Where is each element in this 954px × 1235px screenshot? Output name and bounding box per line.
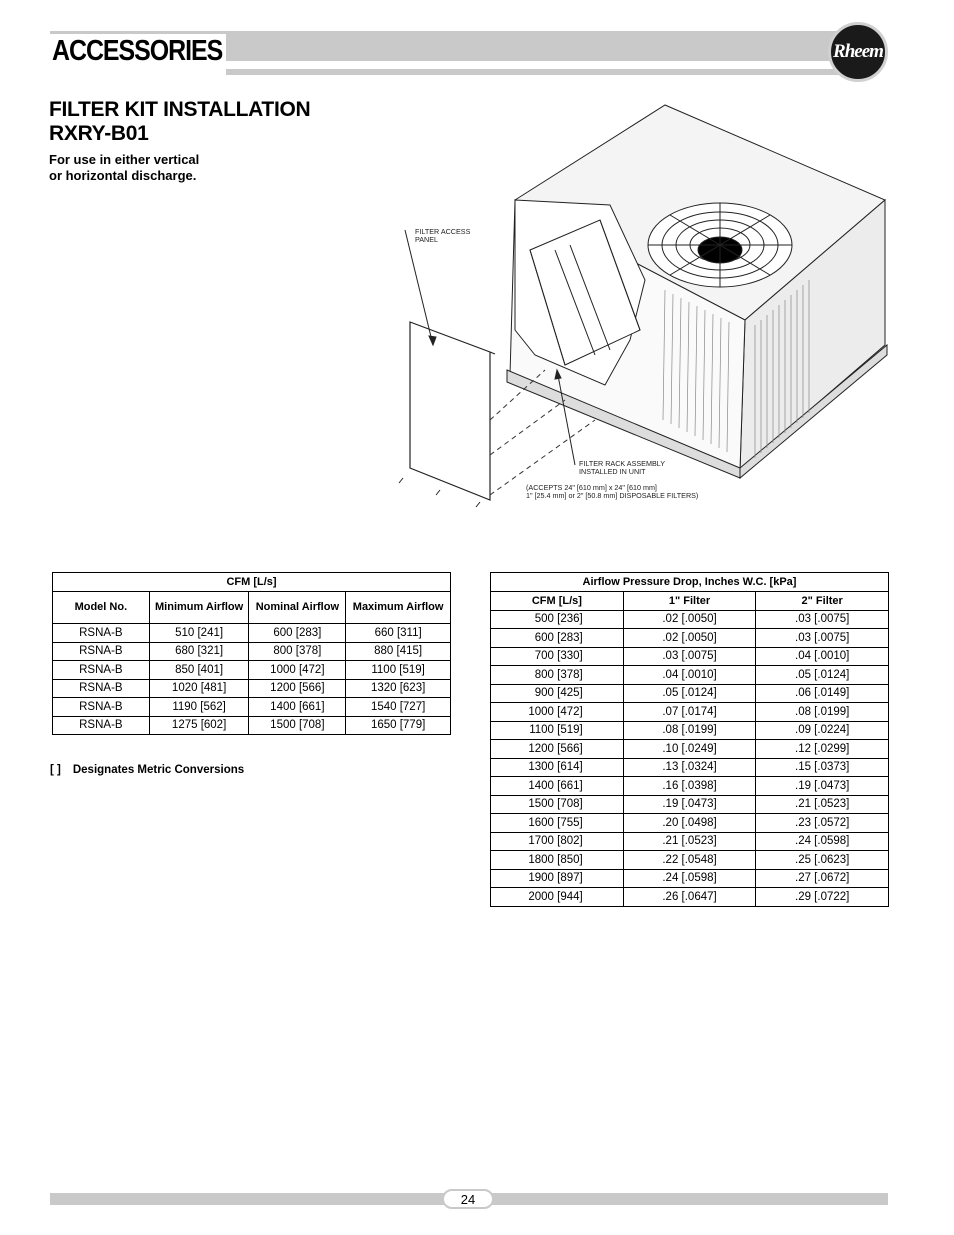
airflow-header-min: Minimum Airflow [149, 592, 249, 624]
cell: 880 [415] [346, 642, 451, 661]
table-row [491, 629, 889, 648]
cell: .29 [.0722] [756, 888, 889, 907]
table-row [491, 703, 889, 722]
cell: .08 [.0199] [756, 703, 889, 722]
page-title: ACCESSORIES [52, 35, 223, 67]
airflow-header-nom: Nominal Airflow [249, 592, 346, 624]
cell: 900 [425] [491, 684, 624, 703]
cell: 1900 [897] [491, 869, 624, 888]
header-underline [226, 69, 840, 75]
cell: 1200 [566] [249, 679, 346, 698]
pressure-header-cfm: CFM [L/s] [491, 592, 624, 611]
cell: 850 [401] [149, 661, 249, 680]
label-rack-2: INSTALLED IN UNIT [579, 467, 646, 476]
cell: .04 [.0010] [623, 666, 756, 685]
cell: RSNA-B [53, 698, 150, 717]
filter-kit-diagram [395, 100, 895, 520]
cell: .13 [.0324] [623, 758, 756, 777]
cell: .19 [.0473] [623, 795, 756, 814]
cell: 1500 [708] [491, 795, 624, 814]
label-accepts-2: 1" [25.4 mm] or 2" [50.8 mm] DISPOSABLE FILTERS) [526, 491, 699, 500]
cell: 510 [241] [149, 624, 249, 643]
table-row [491, 814, 889, 833]
cell: 1020 [481] [149, 679, 249, 698]
table-row [491, 777, 889, 796]
cell: .27 [.0672] [756, 869, 889, 888]
cell: RSNA-B [53, 679, 150, 698]
cell: 800 [378] [491, 666, 624, 685]
cell: .02 [.0050] [623, 610, 756, 629]
section-description: For use in either vertical or horizontal discharge. [49, 152, 200, 183]
table-row [53, 716, 451, 735]
airflow-header-model: Model No. [53, 592, 150, 624]
table-row [53, 661, 451, 680]
cell: .19 [.0473] [756, 777, 889, 796]
section-title-line1: FILTER KIT INSTALLATION [49, 98, 311, 121]
cell: 1300 [614] [491, 758, 624, 777]
label-access-panel-1: FILTER ACCESS [415, 227, 471, 236]
pressure-drop-table [490, 572, 889, 907]
rheem-logo [828, 22, 888, 82]
cell: 1700 [802] [491, 832, 624, 851]
cell: 700 [330] [491, 647, 624, 666]
table-row [491, 721, 889, 740]
cell: .12 [.0299] [756, 740, 889, 759]
cell: .03 [.0075] [756, 629, 889, 648]
footnote-text: Designates Metric Conversions [72, 764, 245, 776]
table-row [53, 679, 451, 698]
cell: .09 [.0224] [756, 721, 889, 740]
footnote [50, 764, 244, 776]
cell: 500 [236] [491, 610, 624, 629]
cell: .03 [.0075] [756, 610, 889, 629]
label-access-panel-2: PANEL [415, 235, 439, 244]
table-row [491, 888, 889, 907]
cell: 1400 [661] [249, 698, 346, 717]
cell: 1650 [779] [346, 716, 451, 735]
table-row [491, 647, 889, 666]
cell: .02 [.0050] [623, 629, 756, 648]
cell: 1320 [623] [346, 679, 451, 698]
table-row [53, 624, 451, 643]
cell: 800 [378] [249, 642, 346, 661]
pressure-header-2in: 2" Filter [756, 592, 889, 611]
airflow-header-max: Maximum Airflow [346, 592, 451, 624]
cell: .24 [.0598] [756, 832, 889, 851]
cell: 1275 [602] [149, 716, 249, 735]
cell: .03 [.0075] [623, 647, 756, 666]
cell: 1190 [562] [149, 698, 249, 717]
cell: .07 [.0174] [623, 703, 756, 722]
cell: .06 [.0149] [756, 684, 889, 703]
cell: 1500 [708] [249, 716, 346, 735]
cell: 1100 [519] [346, 661, 451, 680]
cell: 1100 [519] [491, 721, 624, 740]
footnote-bracket: [ ] [50, 764, 61, 776]
cell: 1800 [850] [491, 851, 624, 870]
pressure-header-1in: 1" Filter [623, 592, 756, 611]
cell: .25 [.0623] [756, 851, 889, 870]
cell: .23 [.0572] [756, 814, 889, 833]
cell: .08 [.0199] [623, 721, 756, 740]
cell: .10 [.0249] [623, 740, 756, 759]
cell: .16 [.0398] [623, 777, 756, 796]
table-row [53, 698, 451, 717]
table-row [491, 684, 889, 703]
cell: RSNA-B [53, 642, 150, 661]
table-row [491, 758, 889, 777]
table-row [491, 610, 889, 629]
cell: .15 [.0373] [756, 758, 889, 777]
cell: 1400 [661] [491, 777, 624, 796]
cell: 680 [321] [149, 642, 249, 661]
airflow-table-title: CFM [L/s] [53, 573, 451, 592]
label-accepts-1: (ACCEPTS 24" [610 mm] x 24" [610 mm] [526, 483, 657, 492]
label-rack-1: FILTER RACK ASSEMBLY [579, 459, 666, 468]
cell: .22 [.0548] [623, 851, 756, 870]
table-row [491, 666, 889, 685]
airflow-table [52, 572, 451, 735]
cell: 660 [311] [346, 624, 451, 643]
table-row [491, 851, 889, 870]
cell: .21 [.0523] [623, 832, 756, 851]
cell: .04 [.0010] [756, 647, 889, 666]
table-row [491, 795, 889, 814]
table-row [491, 832, 889, 851]
cell: 2000 [944] [491, 888, 624, 907]
table-row [491, 869, 889, 888]
cell: 1000 [472] [249, 661, 346, 680]
cell: .05 [.0124] [756, 666, 889, 685]
cell: .21 [.0523] [756, 795, 889, 814]
table-row [491, 740, 889, 759]
cell: .05 [.0124] [623, 684, 756, 703]
cell: 1200 [566] [491, 740, 624, 759]
section-title-line2: RXRY-B01 [49, 122, 149, 145]
section-title [49, 98, 310, 146]
cell: 1600 [755] [491, 814, 624, 833]
table-row [53, 642, 451, 661]
cell: RSNA-B [53, 716, 150, 735]
cell: .26 [.0647] [623, 888, 756, 907]
cell: 1540 [727] [346, 698, 451, 717]
cell: .24 [.0598] [623, 869, 756, 888]
page-number: 24 [442, 1189, 494, 1209]
cell: RSNA-B [53, 624, 150, 643]
cell: RSNA-B [53, 661, 150, 680]
pressure-table-title: Airflow Pressure Drop, Inches W.C. [kPa] [491, 573, 889, 592]
cell: 600 [283] [249, 624, 346, 643]
logo-text: Rheem [833, 41, 883, 62]
cell: .20 [.0498] [623, 814, 756, 833]
cell: 1000 [472] [491, 703, 624, 722]
cell: 600 [283] [491, 629, 624, 648]
